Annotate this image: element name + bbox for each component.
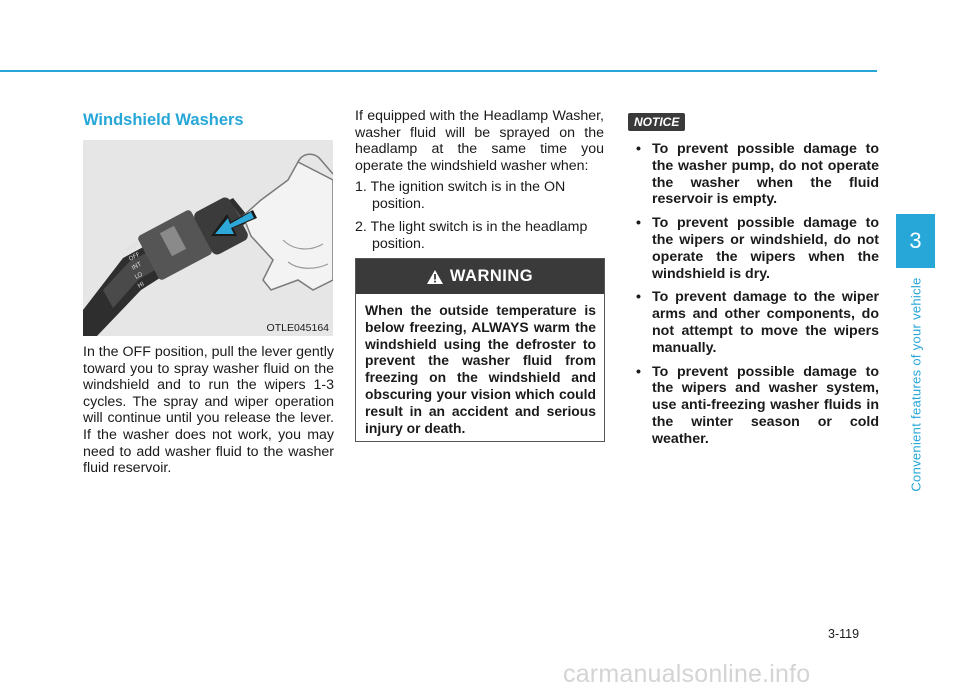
headlamp-conditions-list	[355, 179, 604, 259]
notice-list	[628, 141, 879, 455]
lever-label-int: INT	[130, 260, 143, 272]
list-item	[628, 141, 879, 208]
bullet: •	[636, 289, 641, 306]
header-rule	[0, 70, 877, 72]
chapter-title	[897, 278, 935, 490]
headlamp-washer-intro: If equipped with the Headlamp Washer, washer fluid will be sprayed on the headlamp at the same time you operate the windshield washer when:	[355, 108, 604, 174]
watermark: carmanualsonline.info	[563, 660, 811, 688]
lever-label-mist: MIST	[124, 240, 141, 254]
warning-header	[356, 259, 604, 294]
list-item	[628, 289, 879, 356]
chapter-number-tab: 3	[896, 214, 935, 268]
list-item: 1. The ignition switch is in the ON position.	[355, 179, 566, 212]
list-item	[628, 364, 879, 448]
list-item	[628, 215, 879, 282]
warning-box	[355, 258, 605, 442]
page-number: 3-119	[828, 627, 860, 641]
bullet: •	[636, 363, 641, 380]
section-title: Windshield Washers	[83, 111, 244, 129]
notice-badge: NOTICE	[628, 113, 685, 131]
figure-code: OTLE045164	[266, 322, 329, 334]
notice-item-text: To prevent possible damage to the wipers and washer system, use anti-freezing washer fluids in the winter season or cold weather.	[652, 363, 879, 447]
notice-item-text: To prevent possible damage to the washer pump, do not operate the washer when the fluid reservoir is empty.	[652, 141, 879, 208]
warning-text: When the outside temperature is below freezing, ALWAYS warm the windshield using the defroster to prevent the washer fluid from freezing on the windshield and obscuring your vision which could result in an accident and serious injury or death.	[365, 302, 596, 436]
chapter-title-text: Convenient features of your vehicle	[908, 276, 924, 492]
notice-item-text: To prevent possible damage to the wipers or windshield, do not operate the wipers when the windshield is dry.	[652, 215, 879, 282]
lever-label-hi: HI	[136, 280, 146, 290]
lever-label-off: OFF	[127, 251, 142, 263]
bullet: •	[636, 215, 641, 232]
washer-lever-illustration	[83, 140, 333, 336]
warning-triangle-icon	[427, 270, 443, 284]
warning-title: WARNING	[449, 267, 534, 285]
washer-instructions: In the OFF position, pull the lever gently toward you to spray washer fluid on the windshield and to run the wipers 1-3 cycles. The spray and wiper operation will continue until you release the lever. If the washer does not work, you may need to add washer fluid to the washer fluid reservoir.	[83, 344, 334, 477]
bullet: •	[636, 141, 641, 157]
list-item: 2. The light switch is in the headlamp position.	[355, 219, 588, 252]
lever-label-lo: LO	[133, 270, 144, 281]
notice-item-text: To prevent damage to the wiper arms and other components, do not attempt to move the wipers manually.	[652, 289, 879, 356]
